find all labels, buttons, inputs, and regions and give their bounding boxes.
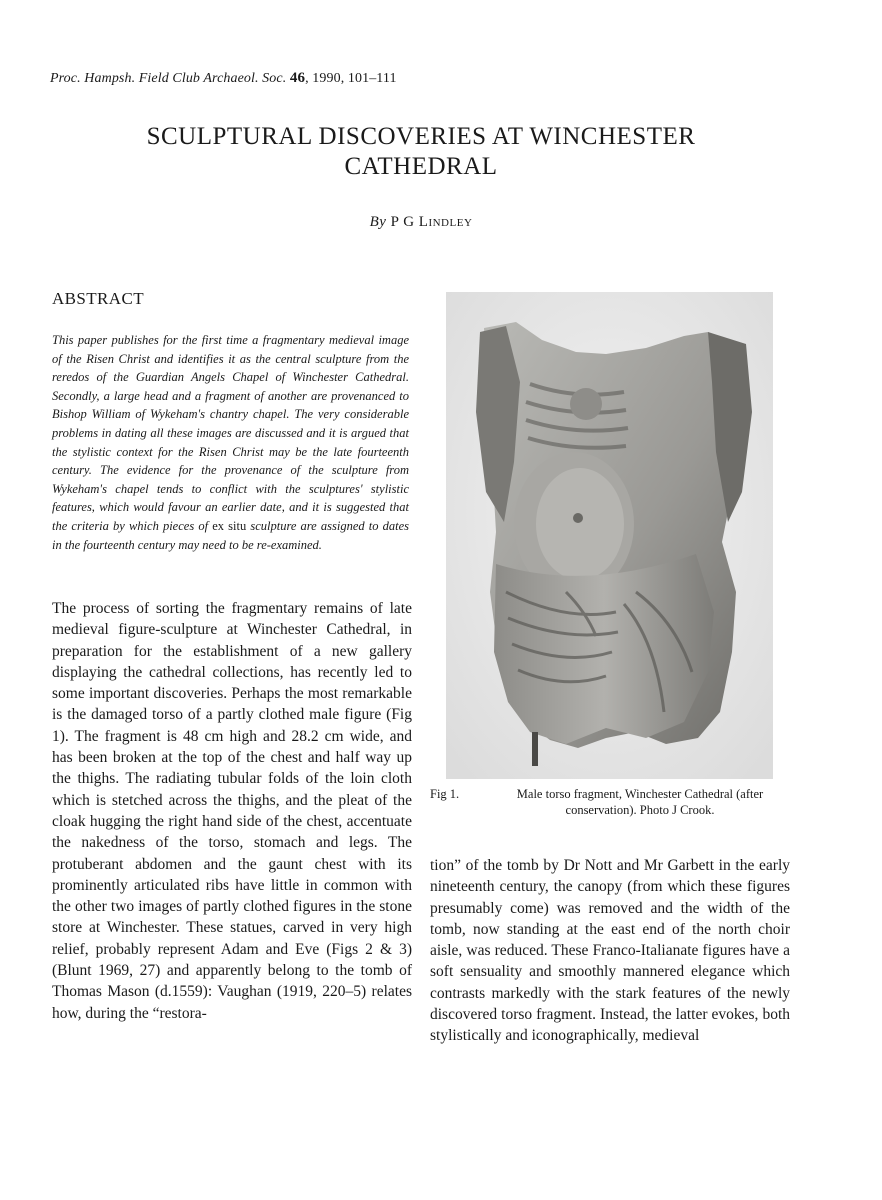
- body-paragraph-1: The process of sorting the fragmentary remains of late medieval figure-sculpture at Winchester Cathedral, in preparation for the establishment of a new gallery displaying the cathedral collections, has recently led to some important discoveries. Perhaps the most remarkable is the damaged torso of a partly clothed male figure (Fig 1). The fragment is 48 cm high and 28.2 cm wide, and has been broken at the top of the chest and half way up the thighs. The radiating tubular folds of the loin cloth which is stetched across the thighs, and the pleat of the cloak hugging the right hand side of the chest, accentuate the nakedness of the torso, stomach and legs. The protuberant abdomen and the gaunt chest with its prominently articulated ribs have little in common with the other two images of partly clothed figures in the stone store at Winchester. These statues, carved in very high relief, probably represent Adam and Eve (Figs 2 & 3) (Blunt 1969, 27) and apparently belong to the tomb of Thomas Mason (d.1559): Vaughan (1919, 220–5) relates how, during the “restora-: [52, 600, 412, 1022]
- figure-caption-text: Male torso fragment, Winchester Cathedral (after conservation). Photo J Crook.: [516, 787, 764, 817]
- journal-year-pages: , 1990, 101–111: [305, 71, 397, 86]
- byline-by: By: [369, 214, 387, 230]
- body-column-right: [430, 855, 790, 1047]
- figure-1-photo: [446, 292, 773, 779]
- title-line-2: CATHEDRAL: [344, 153, 498, 180]
- journal-volume: 46: [289, 70, 306, 86]
- abstract-text-upright: ex situ: [212, 518, 247, 533]
- body-paragraph-2: tion” of the tomb by Dr Nott and Mr Garbett in the early nineteenth century, the canopy (from which these figures presumably come) was removed and the width of the tomb, now standing at the east end of the north choir aisle, was reduced. These Franco-Italianate figures have a soft sensuality and smoothly mannered elegance which contrasts markedly with the stark features of the newly discovered torso fragment. Instead, the latter evokes, both stylistically and iconographically, medieval: [430, 857, 790, 1045]
- figure-label: Fig 1.: [430, 787, 460, 801]
- article-title: [0, 122, 842, 182]
- author-name: P G Lindley: [390, 214, 473, 230]
- abstract-text-part1: This paper publishes for the first time a fragmentary medieval image of the Risen Christ and identifies it as the central sculpture from the reredos of the Guardian Angels Chapel of Winchester Cathedral. Secondly, a large head and a fragment of another are provenanced to Bishop William of Wykeham's chantry chapel. The very considerable problems in dating all these images are discussed and it is argued that the stylistic context for the Risen Christ may be the late fourteenth century. The evidence for the provenance of the sculpture from Wykeham's chapel tends to conflict with the sculptures' stylistic features, which would favour an earlier date, and it is suggested that the criteria by which pieces of: [52, 333, 409, 533]
- torso-sculpture-image: [446, 292, 773, 779]
- abstract-heading: ABSTRACT: [52, 289, 144, 308]
- journal-citation: [50, 70, 397, 87]
- title-line-1: SCULPTURAL DISCOVERIES AT WINCHESTER: [146, 123, 696, 150]
- byline: [0, 214, 842, 231]
- abstract-text: [52, 331, 409, 554]
- abstract-text-part2: sculpture are assigned to dates in the fourteenth century may need to be re-examined.: [52, 518, 409, 552]
- body-column-left: [52, 598, 412, 1024]
- journal-name: Proc. Hampsh. Field Club Archaeol. Soc.: [50, 71, 287, 86]
